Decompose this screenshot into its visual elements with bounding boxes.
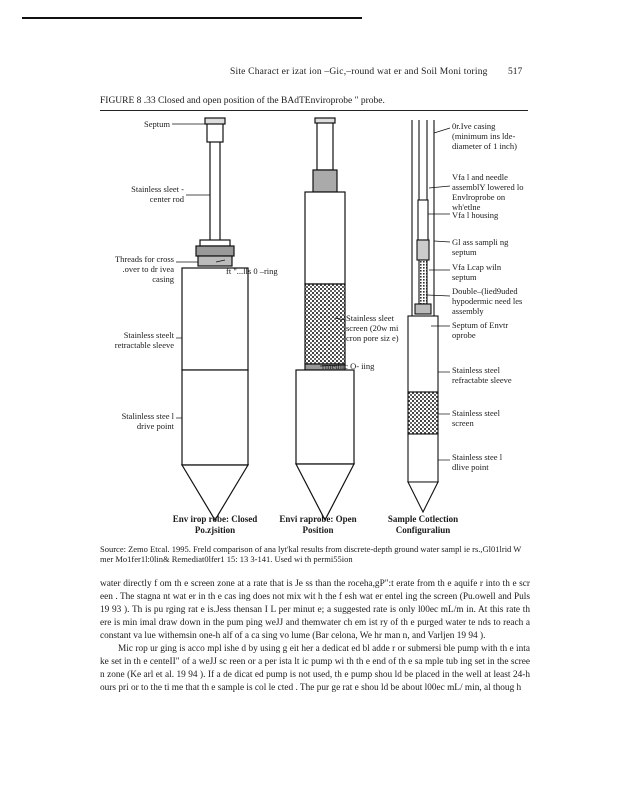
label-o-ring: ft "...lls 0 –ring bbox=[226, 266, 278, 276]
label-screen: Stainless sleet screen (20w mi cron pore siz e) bbox=[346, 313, 399, 343]
body-text bbox=[100, 578, 530, 695]
label-steel-screen: Stainless steel screen bbox=[452, 408, 500, 428]
label-refractable-sleeve: Stainless steel refractabte sleeve bbox=[452, 365, 512, 385]
label-right-drive-point: Stainless stee l dlive point bbox=[452, 452, 503, 472]
label-retractable-sleeve: Stainless steelt retractable sleeve bbox=[114, 330, 174, 350]
figure-caption: FIGURE 8 .33 Closed and open position of the BAdTEnviroprobe " probe. bbox=[100, 96, 385, 106]
label-vial-cap: Vfa Lcap wiln septum bbox=[452, 262, 502, 282]
subcaption-closed: Env irop robe: Closed Po.zjsition bbox=[172, 514, 258, 535]
label-septum: Septum bbox=[144, 119, 170, 129]
figure-source: Source: Zemo Etcal. 1995. Freld comparison of ana lyt'kal results from discrete-depth ground water sampl ie rs.,Gl01lrid W mer Mo1fer1l:0lin& Remediat0lfer1 15: 13 3-141. Used wi th permi55ion bbox=[100, 544, 522, 564]
page-number: 517 bbox=[508, 67, 523, 77]
label-vial-housing: Vfa l housing bbox=[452, 210, 499, 220]
label-center-rod: Stainless sleet - center rod bbox=[131, 184, 184, 204]
label-drive-casing: 0r.Ive casing (minimum ins lde-diameter of 1 inch) bbox=[452, 121, 517, 151]
label-o-ring-open: rmethic O- iing bbox=[322, 361, 375, 371]
paragraph-1: water directly f om th e screen zone at a rate that is Je ss than the roceha,gP":t erate from th e aquife r into th e scr een . The stagna nt wat er in th e cas ing does not mix wit h the f esh wat er entel ing the screen (Pu.owell and Puls 19 93 ). Th is pu rging rat e is.Jess thensan I L per minut e; a suggested rate is only l00ec mL/m in. At this rate th ere is min imal draw down in the pum ping weJJ and themwater ch em ist ry of th e purged water te nds to reach a constant va lue withemsin one-h alf of a ca sing vo lume (Bar celona, We hr man n, and Varljen 19 94 ). bbox=[100, 579, 530, 641]
label-threads: Threads for cross .over to dr ivea casing bbox=[114, 254, 174, 284]
label-hypodermic-needles: Double–(lied9uded hypodermic need les assembly bbox=[452, 286, 523, 316]
label-envirprobe-septum: Septum of Envtr oprobe bbox=[452, 320, 509, 340]
label-drive-point: Stalinless stee l drive point bbox=[121, 411, 174, 431]
subcaption-open: Envi raprobe: Open Position bbox=[279, 514, 357, 535]
closed-probe-drawing bbox=[182, 118, 248, 520]
sample-collection-drawing bbox=[408, 120, 438, 512]
running-header: Site Charact er izat ion –Gic,–round wat er and Soil Moni toring bbox=[230, 67, 488, 77]
subcaption-sample-collection: Sample Cotlection Configuraliun bbox=[387, 514, 459, 535]
label-sampling-septum: Gl ass sampli ng septum bbox=[452, 237, 509, 257]
paragraph-2: Mic rop ur ging is acco mpl ishe d by using g eit her a dedicat ed bl adde r or submersi ble pump with th e inta ke set in th e centeII" of a weJJ sc reen or a per ista lt ic pump wi th th e end of th e sa mple tub ing set in the scree n zone (Ke arl et al. 19 94 ). If a de dicat ed pump is not used, th e pump shou ld be placed in the well at least 24-h ours pri or to the ti me that th e sample is col le cted . The pur ge rat e shou ld be about l00ec mL/ min, al thoug h bbox=[100, 644, 530, 693]
label-vial-needle-assembly: Vfa l and needle assemblY lowered lo Envlroprobe on wh'etlne bbox=[452, 172, 524, 212]
